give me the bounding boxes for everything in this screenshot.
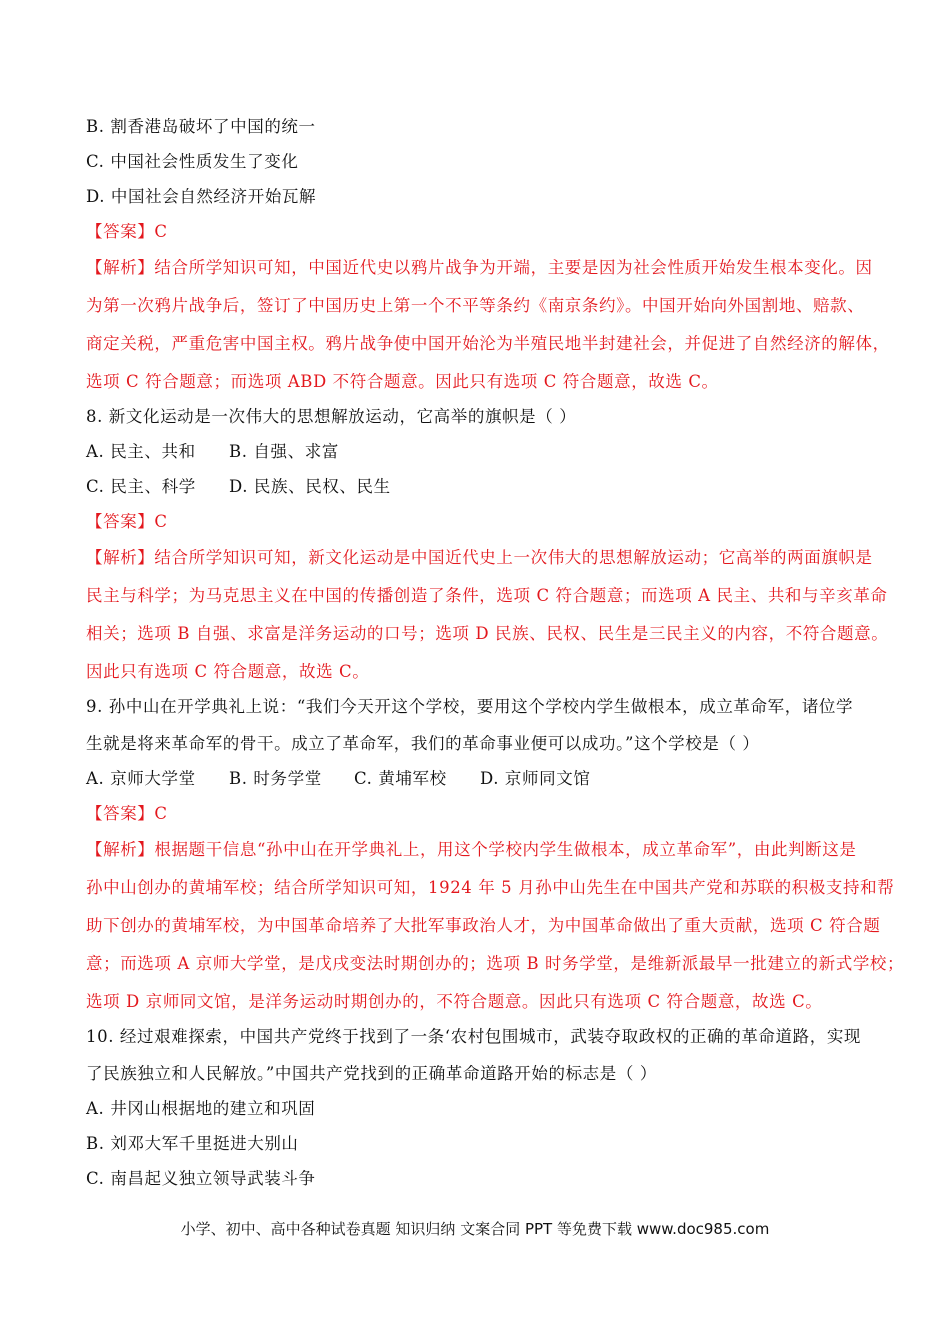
- q8-analysis-line-3: 相关；选项 B 自强、求富是洋务运动的口号；选项 D 民族、民权、民生是三民主义的内容，不符合题意。: [86, 624, 889, 643]
- q8-analysis-line-2: 民主与科学；为马克思主义在中国的传播创造了条件，选项 C 符合题意；而选项 A 民主、共和与辛亥革命: [86, 586, 888, 605]
- q8-option-d: D. 民族、民权、民生: [229, 477, 391, 496]
- q8-stem: 8. 新文化运动是一次伟大的思想解放运动，它高举的旗帜是（ ）: [86, 407, 577, 426]
- analysis-text: 结合所学知识可知，中国近代史以鸦片战争为开端，主要是因为社会性质开始发生根本变化。因: [154, 258, 873, 277]
- q8-option-a: A. 民主、共和: [86, 442, 196, 461]
- q9-option-b: B. 时务学堂: [229, 769, 322, 788]
- page-footer: 小学、初中、高中各种试卷真题 知识归纳 文案合同 PPT 等免费下载 www.doc985.com: [180, 1220, 770, 1238]
- q9-answer: [86, 802, 876, 826]
- answer-value: C: [154, 804, 168, 823]
- q8-options-row-2: [86, 475, 876, 499]
- q7-analysis-line-1: [86, 256, 876, 280]
- q9-analysis-line-4: 意；而选项 A 京师大学堂，是戊戌变法时期创办的；选项 B 时务学堂，是维新派最早一批建立的新式学校；: [86, 954, 905, 973]
- q9-analysis-line-5: 选项 D 京师同文馆，是洋务运动时期创办的，不符合题意。因此只有选项 C 符合题意，故选 C。: [86, 992, 823, 1011]
- q8-answer: [86, 510, 876, 534]
- q7-answer: [86, 220, 876, 244]
- q7-option-d: D. 中国社会自然经济开始瓦解: [86, 187, 317, 206]
- q10-option-c: C. 南昌起义独立领导武装斗争: [86, 1169, 316, 1188]
- q9-option-a: A. 京师大学堂: [86, 769, 196, 788]
- q9-analysis-line-3: 助下创办的黄埔军校，为中国革命培养了大批军事政治人才，为中国革命做出了重大贡献，选项 C 符合题: [86, 916, 881, 935]
- q7-analysis-line-4: 选项 C 符合题意；而选项 ABD 不符合题意。因此只有选项 C 符合题意，故选 C。: [86, 372, 719, 391]
- analysis-tag: 【解析】: [86, 840, 155, 859]
- q7-option-c: C. 中国社会性质发生了变化: [86, 152, 299, 171]
- q9-option-d: D. 京师同文馆: [480, 769, 591, 788]
- analysis-text: 根据题干信息“孙中山在开学典礼上，用这个学校内学生做根本，成立革命军”，由此判断这是: [154, 840, 857, 859]
- q9-stem-line-2: 生就是将来革命军的骨干。成立了革命军，我们的革命事业便可以成功。”这个学校是（ ）: [86, 734, 760, 753]
- q9-option-c: C. 黄埔军校: [354, 769, 447, 788]
- q8-option-c: C. 民主、科学: [86, 477, 196, 496]
- q7-option-b: B. 割香港岛破坏了中国的统一: [86, 117, 316, 136]
- answer-value: C: [154, 222, 168, 241]
- answer-tag: 【答案】: [86, 804, 155, 823]
- q10-option-b: B. 刘邓大军千里挺进大别山: [86, 1134, 299, 1153]
- q10-stem-line-2: 了民族独立和人民解放。”中国共产党找到的正确革命道路开始的标志是（ ）: [86, 1064, 657, 1083]
- analysis-text: 结合所学知识可知，新文化运动是中国近代史上一次伟大的思想解放运动；它高举的两面旗帜是: [154, 548, 873, 567]
- q8-analysis-line-1: [86, 546, 876, 570]
- q9-options: [86, 767, 876, 791]
- q7-analysis-line-2: 为第一次鸦片战争后，签订了中国历史上第一个不平等条约《南京条约》。中国开始向外国割地、赔款、: [86, 296, 865, 315]
- q9-analysis-line-1: [86, 838, 876, 862]
- answer-value: C: [154, 512, 168, 531]
- q10-option-a: A. 井冈山根据地的建立和巩固: [86, 1099, 316, 1118]
- q8-options-row-1: [86, 440, 876, 464]
- q8-option-b: B. 自强、求富: [229, 442, 339, 461]
- q9-analysis-line-2: 孙中山创办的黄埔军校；结合所学知识可知，1924 年 5 月孙中山先生在中国共产党和苏联的积极支持和帮: [86, 878, 895, 897]
- answer-tag: 【答案】: [86, 222, 155, 241]
- answer-tag: 【答案】: [86, 512, 155, 531]
- q8-analysis-line-4: 因此只有选项 C 符合题意，故选 C。: [86, 662, 370, 681]
- q7-analysis-line-3: 商定关税，严重危害中国主权。鸦片战争使中国开始沦为半殖民地半封建社会，并促进了自然经济的解体，: [86, 334, 890, 353]
- analysis-tag: 【解析】: [86, 258, 155, 277]
- q10-stem-line-1: 10. 经过艰难探索，中国共产党终于找到了一条‘农村包围城市，武装夺取政权的正确的革命道路，实现: [86, 1027, 862, 1046]
- analysis-tag: 【解析】: [86, 548, 155, 567]
- q9-stem-line-1: 9. 孙中山在开学典礼上说：“我们今天开这个学校，要用这个学校内学生做根本，成立革命军，诸位学: [86, 697, 854, 716]
